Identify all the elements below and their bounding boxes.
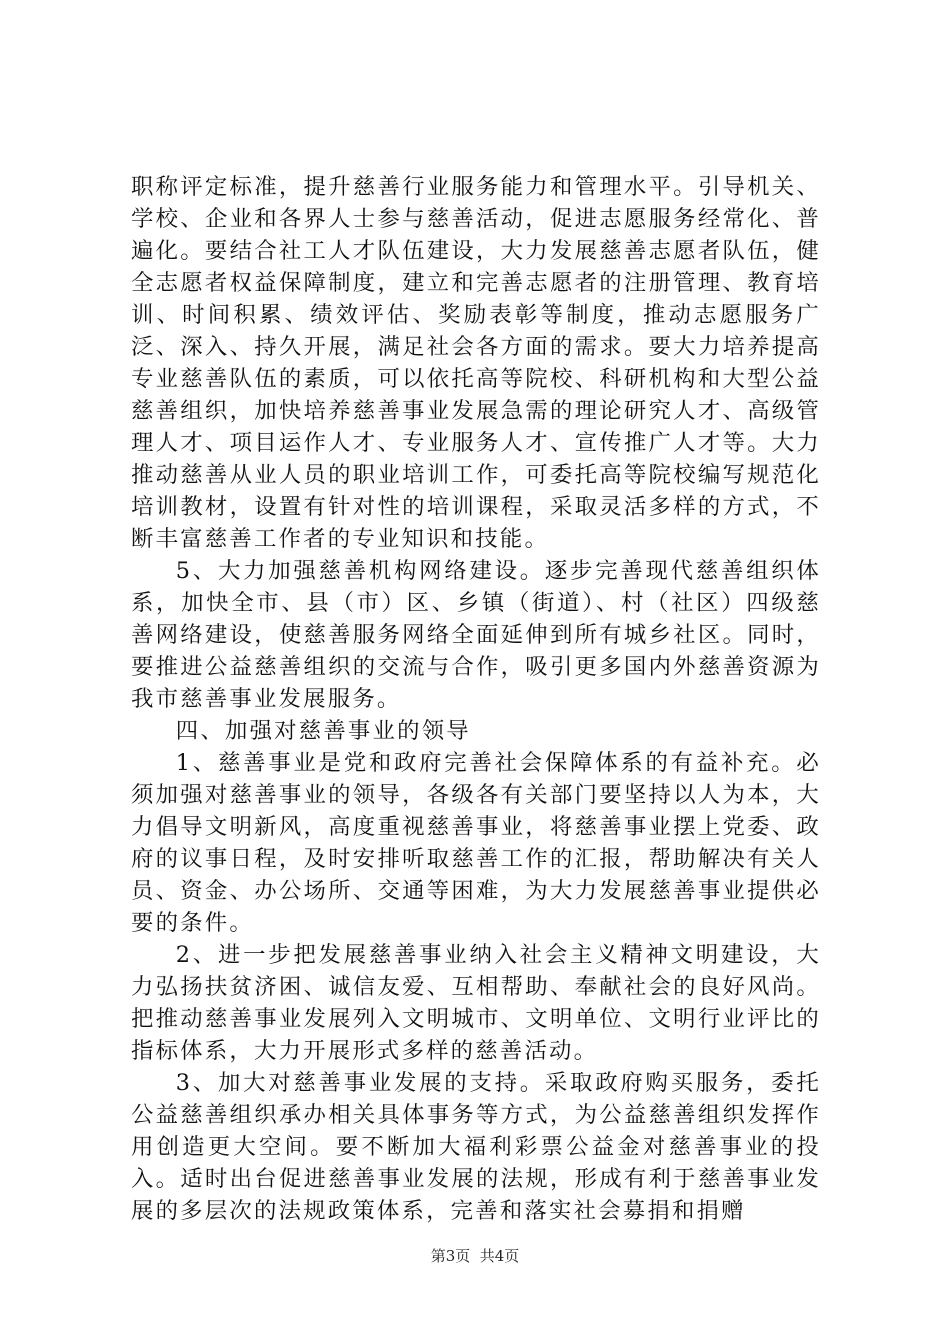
paragraph: 2、进一步把发展慈善事业纳入社会主义精神文明建设，大力弘扬扶贫济困、诚信友爱、互相帮助、奉献社会的良好风尚。把推动慈善事业发展列入文明城市、文明单位、文明行业评比的指标体系，大力开展形式多样的慈善活动。	[131, 942, 821, 1064]
paragraph: 职称评定标准，提升慈善行业服务能力和管理水平。引导机关、学校、企业和各界人士参与慈善活动，促进志愿服务经常化、普遍化。要结合社工人才队伍建设，大力发展慈善志愿者队伍，健全志愿者权益保障制度，建立和完善志愿者的注册管理、教育培训、时间积累、绩效评估、奖励表彰等制度，推动志愿服务广泛、深入、持久开展，满足社会各方面的需求。要大力培养提高专业慈善队伍的素质，可以依托高等院校、科研机构和大型公益慈善组织，加快培养慈善事业发展急需的理论研究人才、高级管理人才、项目运作人才、专业服务人才、宣传推广人才等。大力推动慈善从业人员的职业培训工作，可委托高等院校编写规范化培训教材，设置有针对性的培训课程，采取灵活多样的方式，不断丰富慈善工作者的专业知识和技能。	[131, 174, 821, 552]
paragraph: 3、加大对慈善事业发展的支持。采取政府购买服务，委托公益慈善组织承办相关具体事务等方式，为公益慈善组织发挥作用创造更大空间。要不断加大福利彩票公益金对慈善事业的投入。适时出台促进慈善事业发展的法规，形成有利于慈善事业发展的多层次的法规政策体系，完善和落实社会募捐和捐赠	[131, 1070, 821, 1224]
document-body	[131, 171, 821, 1227]
section-heading: 四、加强对慈善事业的领导	[175, 718, 471, 744]
paragraph: 1、慈善事业是党和政府完善社会保障体系的有益补充。必须加强对慈善事业的领导，各级各有关部门要坚持以人为本，大力倡导文明新风，高度重视慈善事业，将慈善事业摆上党委、政府的议事日程，及时安排听取慈善工作的汇报，帮助解决有关人员、资金、办公场所、交通等困难，为大力发展慈善事业提供必要的条件。	[131, 750, 821, 936]
page-footer	[0, 1246, 950, 1266]
page-number: 第3页 共4页	[430, 1247, 520, 1265]
paragraph: 5、大力加强慈善机构网络建设。逐步完善现代慈善组织体系，加快全市、县（市）区、乡镇（街道）、村（社区）四级慈善网络建设，使慈善服务网络全面延伸到所有城乡社区。同时，要推进公益慈善组织的交流与合作，吸引更多国内外慈善资源为我市慈善事业发展服务。	[131, 558, 821, 712]
